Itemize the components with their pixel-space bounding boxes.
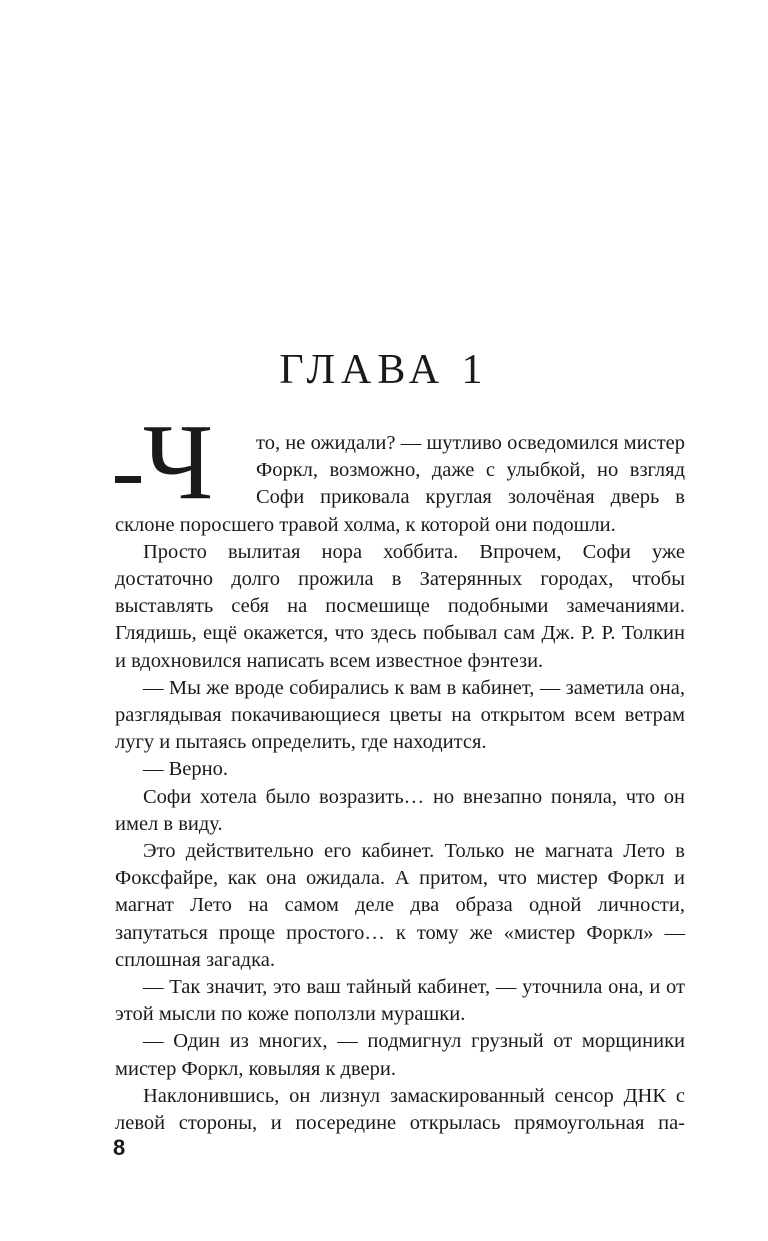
chapter-title: ГЛАВА 1 [279,347,489,393]
dropcap-dash [115,476,141,483]
paragraph-8: — Один из многих, — подмигнул грузный от морщиники мистер Форкл, ковыляя к двери. [115,1030,685,1080]
dropcap-letter: Ч [143,403,214,522]
chapter-text [115,403,685,1137]
paragraph-9: Наклонившись, он лизнул замаскированный сенсор ДНК с левой стороны, и посередине открылась прямоугольная па- [115,1084,685,1135]
paragraph-7: — Так значит, это ваш тайный кабинет, — уточнила она, и от этой мысли по коже поползли мурашки. [115,976,685,1026]
paragraph-3: — Мы же вроде собирались к вам в кабинет, — заметила она, разглядывая покачивающиеся цветы на открытом всем ветрам лугу и пытаясь определить, где находится. [115,676,685,754]
paragraph-6: Это действительно его кабинет. Только не магната Лето в Фоксфайре, как она ожидала. А притом, что мистер Форкл и магнат Лето на самом деле два образа одной личности, запутаться проще простого… к тому же «мистер Форкл» — сплошная загадка. [115,840,685,971]
paragraph-1 [115,403,685,539]
paragraph-2: Просто вылитая нора хоббита. Впрочем, Софи уже достаточно долго прожила в Затерянных городах, чтобы выставлять себя на посмешище подобными замечаниями. Глядишь, ещё окажется, что здесь побывал сам Дж. Р. Р. Толкин и вдохновился написать всем известное фэнтези. [115,540,685,672]
paragraph-5: Софи хотела было возразить… но внезапно поняла, что он имел в виду. [115,785,685,835]
paragraph-1-text: то, не ожидали? — шутливо осведомился мистер Форкл, возможно, даже с улыбкой, но взгляд Софи приковала круглая золочёная дверь в склоне поросшего травой холма, к которой они подошли. [115,432,685,536]
paragraph-4: — Верно. [143,758,228,781]
page-number: 8 [113,1135,126,1160]
dropcap [115,403,256,522]
